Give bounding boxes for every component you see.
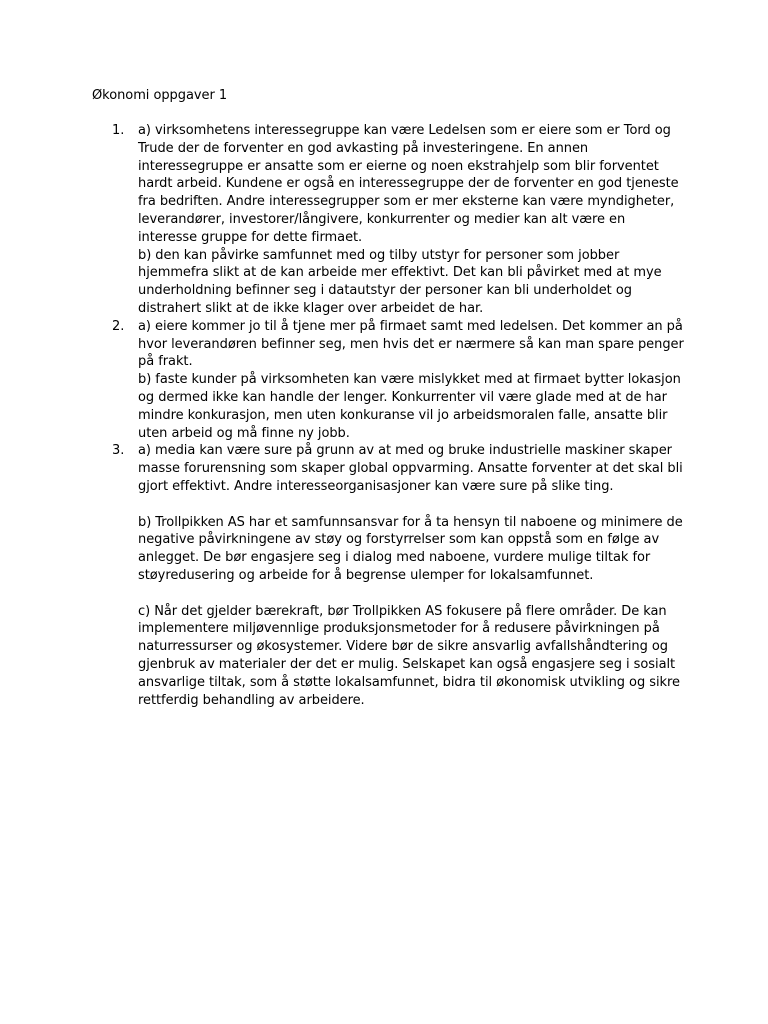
answer-2b: b) faste kunder på virksomheten kan være mislykket med at firmaet bytter lokasjon og dermed ikke kan handle der lenger. Konkurrenter vil være glade med at de har mindre konkurasjon, men uten konkuranse vil jo arbeidsmoralen falle, ansatte blir uten arbeid og må finne ny jobb. — [138, 372, 681, 441]
question-item-2 — [112, 318, 686, 443]
answer-3b: b) Trollpikken AS har et samfunnsansvar for å ta hensyn til naboene og minimere de negative påvirkningene av støy og forstyrrelser som kan oppstå som en følge av anlegget. De bør engasjere seg i dialog med naboene, vurdere mulige tiltak for støyredusering og arbeide for å begrense ulemper for lokalsamfunnet. — [138, 514, 683, 583]
document-title: Økonomi oppgaver 1 — [92, 88, 228, 103]
answer-1a: a) virksomhetens interessegruppe kan være Ledelsen som er eiere som er Tord og Trude der de forventer en god avkasting på investeringene. En annen interessegruppe er ansatte som er eierne og noen ekstrahjelp som blir forventet hardt arbeid. Kundene er også en interessegruppe der de forventer en god tjeneste fra bedriften. Andre interessegrupper som er mer eksterne kan være myndigheter, leverandører, investorer/långivere, konkurrenter og medier kan alt være en interesse gruppe for dette firmaet. — [138, 123, 679, 245]
answer-1b: b) den kan påvirke samfunnet med og tilby utstyr for personer som jobber hjemmefra slikt at de kan arbeide mer effektivt. Det kan bli påvirket med at mye underholdning befinner seg i datautstyr der personer kan bli underholdet og distrahert slikt at de ikke klager over arbeidet de har. — [138, 247, 662, 316]
question-number: 1. — [112, 123, 125, 138]
question-number: 2. — [112, 318, 125, 334]
answer-3a: a) media kan være sure på grunn av at med og bruke industrielle maskiner skaper masse forurensning som skaper global oppvarming. Ansatte forventer at det skal bli gjort effektivt. Andre interesseorganisasjoner kan være sure på slike ting. — [138, 443, 683, 494]
answer-2a: a) eiere kommer jo til å tjene mer på firmaet samt med ledelsen. Det kommer an på hvor leverandøren befinner seg, men hvis det er nærmere så kan man spare penger på frakt. — [138, 318, 684, 370]
question-item-1 — [112, 122, 686, 318]
question-number: 3. — [112, 443, 125, 459]
question-item-3 — [112, 442, 686, 709]
answer-3c: c) Når det gjelder bærekraft, bør Trollpikken AS fokusere på flere områder. De kan implementere miljøvennlige produksjonsmetoder for å redusere påvirkningen på naturressurser og økosystemer. Videre bør de sikre ansvarlig avfallshåndtering og gjenbruk av materialer der det er mulig. Selskapet kan også engasjere seg i sosialt ansvarlige tiltak, som å støtte lokalsamfunnet, bidra til økonomisk utvikling og sikre rettferdig behandling av arbeidere. — [138, 603, 680, 708]
question-list — [112, 122, 686, 709]
